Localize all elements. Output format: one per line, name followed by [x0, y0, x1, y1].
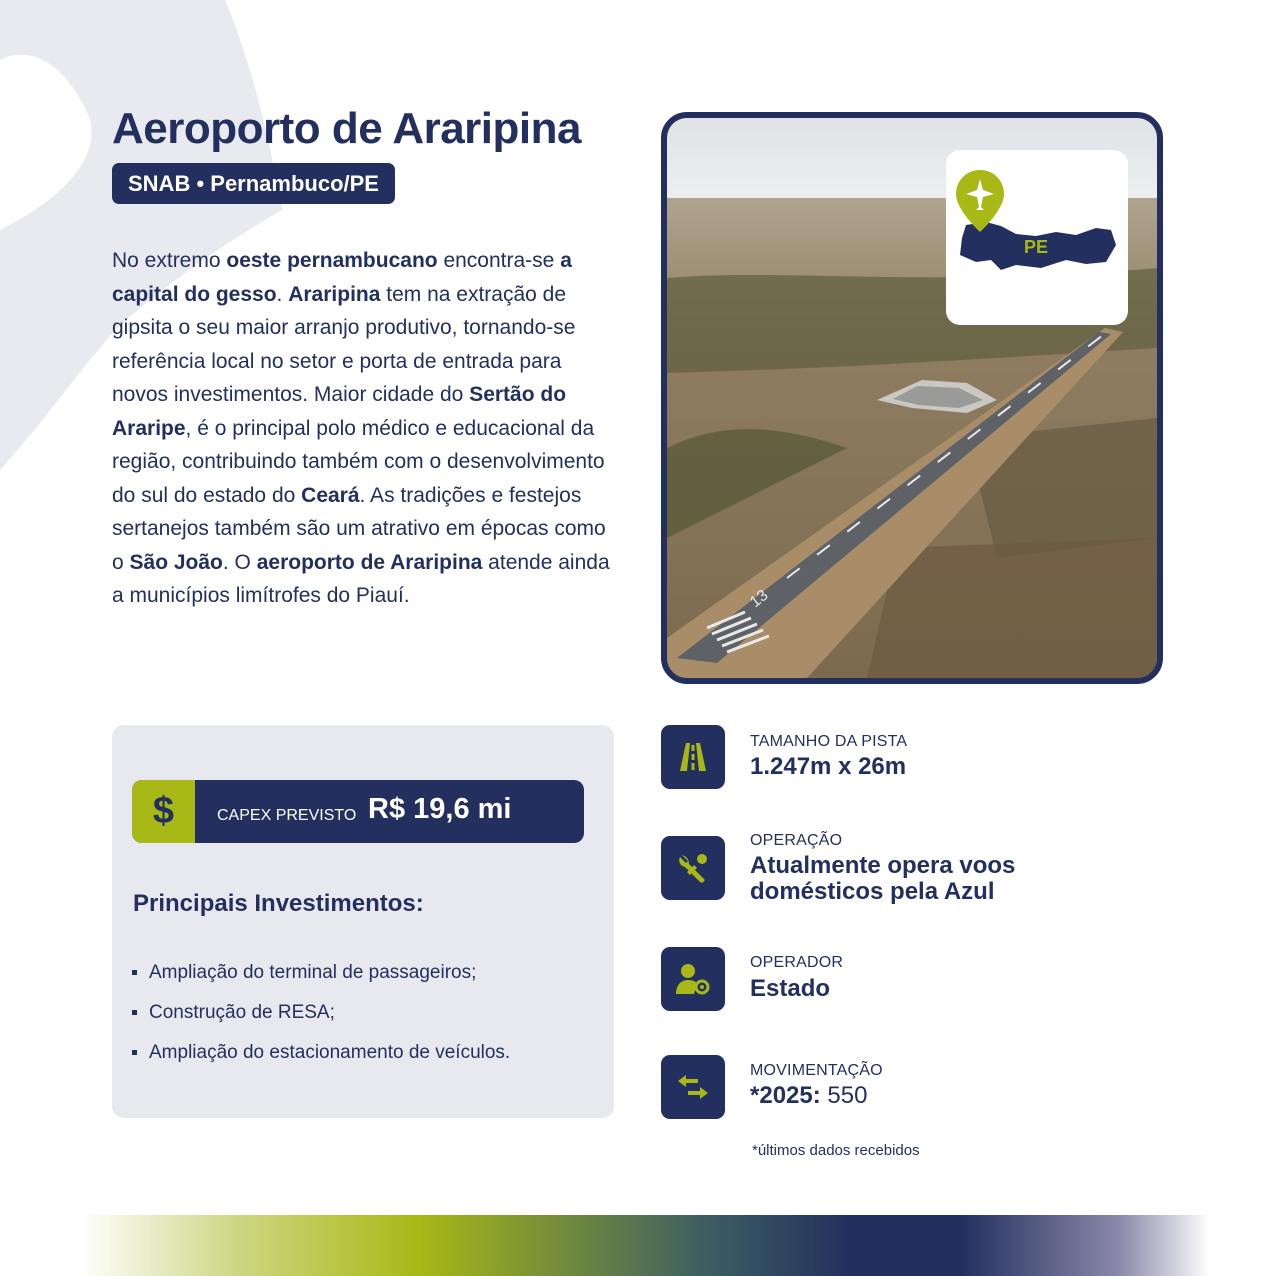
- investments-list: [131, 960, 510, 1080]
- intro-highlight: oeste pernambucano: [226, 249, 438, 272]
- operation-value-line1: Atualmente opera voos: [750, 852, 1016, 879]
- intro-text: .: [276, 282, 289, 306]
- intro-highlight: Sertão do Araripe: [112, 383, 567, 440]
- bottom-gradient-bar: [80, 1215, 1210, 1276]
- intro-text: encontra-se: [437, 249, 561, 272]
- runway-number: 13: [746, 586, 772, 612]
- wrench-icon: [661, 836, 725, 900]
- intro-text: , é o principal polo médico e educacional da região, contribuindo também com o desenvolvimento do sul do estado do: [112, 416, 605, 507]
- intro-highlight: Ceará: [301, 483, 360, 507]
- movement-value: [750, 1083, 867, 1109]
- map-state-label: PE: [1024, 237, 1049, 257]
- intro-highlight: Araripina: [288, 282, 381, 306]
- bullet-icon: [132, 1050, 137, 1055]
- intro-highlight: a capital do gesso: [112, 249, 572, 306]
- bullet-icon: [132, 970, 137, 975]
- page-title: Aeroporto de Araripina: [112, 104, 581, 153]
- list-item: [131, 1040, 510, 1080]
- list-item-text: Ampliação do terminal de passageiros;: [149, 962, 477, 983]
- arrows-exchange-icon: [661, 1055, 725, 1119]
- list-item: [131, 1000, 510, 1040]
- state-map-card: [946, 150, 1128, 325]
- list-item: [131, 960, 510, 1000]
- pernambuco-map-icon: [946, 150, 1128, 325]
- list-item-text: Ampliação do estacionamento de veículos.: [149, 1042, 511, 1063]
- runway-size-value: 1.247m x 26m: [750, 753, 907, 780]
- operator-value: Estado: [750, 975, 831, 1002]
- intro-text: No extremo: [112, 249, 227, 272]
- capex-label: CAPEX PREVISTO: [217, 807, 357, 824]
- intro-highlight: São João: [129, 550, 223, 574]
- intro-paragraph: [112, 244, 617, 613]
- runway-size-label: TAMANHO DA PISTA: [750, 733, 908, 750]
- user-gear-icon: [661, 947, 725, 1011]
- movement-year: *2025:: [750, 1082, 821, 1109]
- intro-text: tem na extração de gipsita o seu maior arranjo produtivo, tornando-se referência local no setor e porta de entrada para novos investimentos. Maior cidade do: [112, 282, 576, 406]
- capex-banner: [132, 780, 584, 843]
- intro-text: . As tradições e festejos sertanejos também são um atrativo em épocas como o: [112, 483, 606, 574]
- intro-text: . O: [222, 550, 257, 574]
- operation-value-line2: domésticos pela Azul: [750, 878, 995, 905]
- footnote: *últimos dados recebidos: [752, 1142, 920, 1159]
- list-item-text: Construção de RESA;: [149, 1002, 335, 1023]
- road-icon: [661, 725, 725, 789]
- investments-title: Principais Investimentos:: [133, 890, 424, 917]
- location-badge: SNAB • Pernambuco/PE: [112, 163, 395, 204]
- operation-label: OPERAÇÃO: [750, 832, 843, 849]
- bullet-icon: [132, 1010, 137, 1015]
- movement-count: 550: [820, 1082, 868, 1109]
- intro-text: atende ainda a municípios limítrofes do Piauí.: [112, 550, 610, 607]
- movement-label: MOVIMENTAÇÃO: [750, 1062, 883, 1079]
- intro-highlight: aeroporto de Araripina: [256, 550, 483, 574]
- operator-label: OPERADOR: [750, 954, 844, 971]
- capex-value: R$ 19,6 mi: [368, 793, 512, 825]
- dollar-icon: $: [132, 780, 195, 843]
